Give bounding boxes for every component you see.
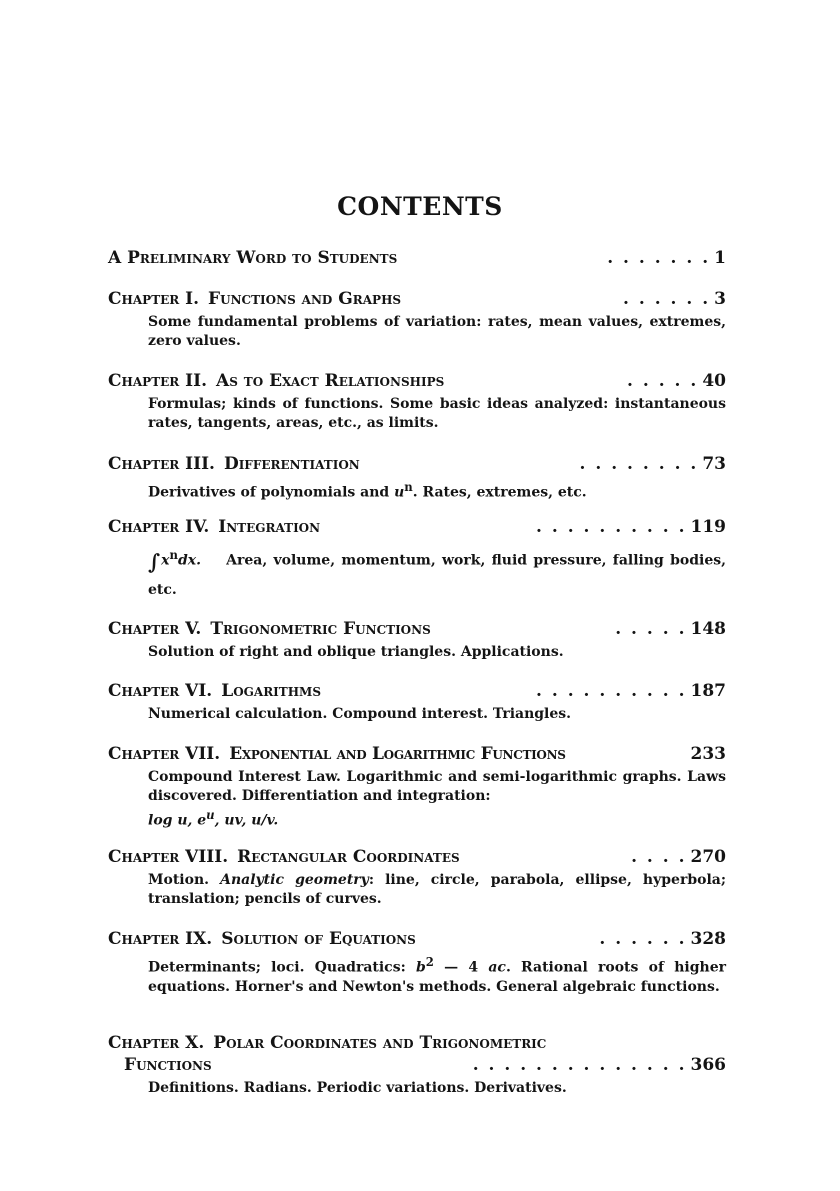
math-superscript: n bbox=[404, 480, 413, 494]
summary-text: Area, volume, momentum, work, fluid pressure, falling bodies, etc. bbox=[148, 552, 726, 598]
dot-leader: . . . . . . . . . . . . . . bbox=[472, 1055, 687, 1075]
toc-entry-heading bbox=[108, 846, 726, 868]
dot-leader: . . . . . . bbox=[623, 289, 711, 309]
page-title: CONTENTS bbox=[337, 192, 503, 221]
summary-text-2: : line, circle, parabola, ellipse, hyperbola; translation; pencils of curves. bbox=[148, 872, 727, 907]
chapter-title-continued: Functions bbox=[124, 1055, 212, 1075]
chapter-label: Chapter II. bbox=[108, 371, 207, 391]
math-dx: dx. bbox=[178, 552, 202, 569]
summary-text: Determinants; loci. Quadratics: bbox=[148, 959, 416, 976]
toc-entry-chapter-3 bbox=[108, 453, 726, 503]
toc-entry-heading bbox=[108, 370, 726, 392]
summary-text: Compound Interest Law. Logarithmic and semi-logarithmic graphs. Laws discovered. Differentiation and integration: bbox=[148, 769, 726, 804]
toc-entry-heading bbox=[108, 516, 726, 538]
summary-text: Motion. bbox=[148, 872, 221, 888]
chapter-summary bbox=[148, 768, 726, 831]
chapter-label: Chapter IX. bbox=[108, 929, 213, 949]
toc-entry-chapter-10 bbox=[108, 1032, 726, 1098]
chapter-label: Chapter VII. bbox=[108, 744, 221, 764]
chapter-summary: Numerical calculation. Compound interest. Triangles. bbox=[148, 706, 572, 722]
toc-entry-chapter-2 bbox=[108, 370, 726, 433]
summary-italic: Analytic geometry bbox=[220, 872, 369, 888]
math-log-u: log u, e bbox=[148, 812, 207, 829]
page-number: 3 bbox=[714, 289, 726, 309]
dot-leader: . . . . . bbox=[627, 371, 699, 391]
chapter-title: Solution of Equations bbox=[221, 929, 416, 949]
toc-entry-heading bbox=[108, 680, 726, 702]
toc-entry-chapter-5 bbox=[108, 618, 726, 662]
math-b: b bbox=[415, 959, 426, 976]
chapter-label: Chapter VI. bbox=[108, 681, 213, 701]
chapter-title: Rectangular Coordinates bbox=[237, 847, 460, 867]
dot-leader: . . . . . . . . bbox=[579, 454, 699, 474]
page-number: 233 bbox=[690, 744, 726, 764]
page-number: 1 bbox=[714, 248, 726, 268]
math-ac: ac bbox=[488, 959, 506, 976]
chapter-label: Chapter V. bbox=[108, 619, 202, 639]
chapter-title: Exponential and Logarithmic Functions bbox=[229, 744, 566, 764]
chapter-label: Chapter X. bbox=[108, 1033, 205, 1053]
toc-entry-chapter-7 bbox=[108, 743, 726, 831]
summary-text: Derivatives of polynomials and bbox=[148, 484, 395, 501]
page-number: 328 bbox=[690, 929, 726, 949]
dot-leader: . . . . bbox=[631, 847, 687, 867]
integral-sign: ∫ bbox=[148, 548, 161, 574]
chapter-title: Differentiation bbox=[223, 454, 360, 474]
toc-entry-chapter-6 bbox=[108, 680, 726, 724]
chapter-title: Polar Coordinates and Trigonometric bbox=[213, 1033, 547, 1053]
dot-leader: . . . . . . . bbox=[607, 248, 711, 268]
chapter-label: Chapter IV. bbox=[108, 517, 210, 537]
chapter-summary: Definitions. Radians. Periodic variations. Derivatives. bbox=[148, 1080, 567, 1096]
page-number: 119 bbox=[690, 517, 726, 537]
chapter-summary bbox=[148, 478, 726, 503]
toc-entry-heading bbox=[108, 288, 726, 310]
chapter-title: Integration bbox=[218, 517, 321, 537]
dot-leader: . . . . . . bbox=[599, 929, 687, 949]
dot-leader: . . . . . bbox=[615, 619, 687, 639]
math-superscript: n bbox=[169, 548, 179, 562]
chapter-title: Logarithms bbox=[221, 681, 322, 701]
dot-leader: . . . . . . . . . . bbox=[536, 517, 687, 537]
page-number: 148 bbox=[690, 619, 726, 639]
chapter-title: Trigonometric Functions bbox=[210, 619, 431, 639]
toc-entry-heading bbox=[108, 618, 726, 640]
toc-entry-heading bbox=[108, 1032, 726, 1054]
math-superscript: 2 bbox=[425, 955, 434, 969]
page-number: 366 bbox=[690, 1055, 726, 1075]
summary-text-2: . Rational roots of higher equations. Horner's and Newton's methods. General algebraic functions. bbox=[148, 959, 726, 995]
chapter-label: Chapter I. bbox=[108, 289, 200, 309]
toc-entry-heading bbox=[108, 453, 726, 475]
chapter-label: Chapter III. bbox=[108, 454, 215, 474]
entry-title: A Preliminary Word to Students bbox=[108, 248, 398, 268]
page-number: 73 bbox=[702, 454, 726, 474]
math-uv: , uv, u/v. bbox=[214, 812, 279, 829]
chapter-title: As to Exact Relationships bbox=[216, 371, 445, 391]
math-superscript: u bbox=[206, 808, 215, 822]
toc-entry-chapter-1 bbox=[108, 288, 726, 351]
page-number: 270 bbox=[690, 847, 726, 867]
chapter-summary: Formulas; kinds of functions. Some basic ideas analyzed: instantaneous rates, tangents, areas, etc., as limits. bbox=[148, 396, 726, 431]
chapter-summary bbox=[148, 541, 726, 605]
toc-entry-preliminary bbox=[108, 247, 726, 269]
chapter-title: Functions and Graphs bbox=[208, 289, 402, 309]
chapter-label: Chapter VIII. bbox=[108, 847, 229, 867]
dot-leader: . . . . . . . . . . bbox=[536, 681, 687, 701]
toc-entry-heading bbox=[108, 928, 726, 950]
chapter-summary bbox=[148, 953, 726, 997]
math-u: u bbox=[394, 484, 405, 501]
page-number: 187 bbox=[690, 681, 726, 701]
toc-entry-heading bbox=[108, 247, 726, 269]
page-number: 40 bbox=[702, 371, 726, 391]
math-minus-4: — 4 bbox=[433, 959, 489, 976]
chapter-summary: Solution of right and oblique triangles. Applications. bbox=[148, 644, 564, 660]
chapter-summary: Some fundamental problems of variation: rates, mean values, extremes, zero values. bbox=[148, 314, 726, 349]
toc-entry-chapter-8 bbox=[108, 846, 726, 909]
toc-entry-heading bbox=[108, 743, 726, 765]
toc-entry-chapter-4 bbox=[108, 516, 726, 605]
chapter-summary bbox=[148, 871, 726, 909]
summary-text-2: . Rates, extremes, etc. bbox=[412, 484, 587, 501]
toc-entry-chapter-9 bbox=[108, 928, 726, 997]
math-x: x bbox=[161, 552, 170, 569]
toc-entry-heading-continued bbox=[108, 1054, 726, 1076]
